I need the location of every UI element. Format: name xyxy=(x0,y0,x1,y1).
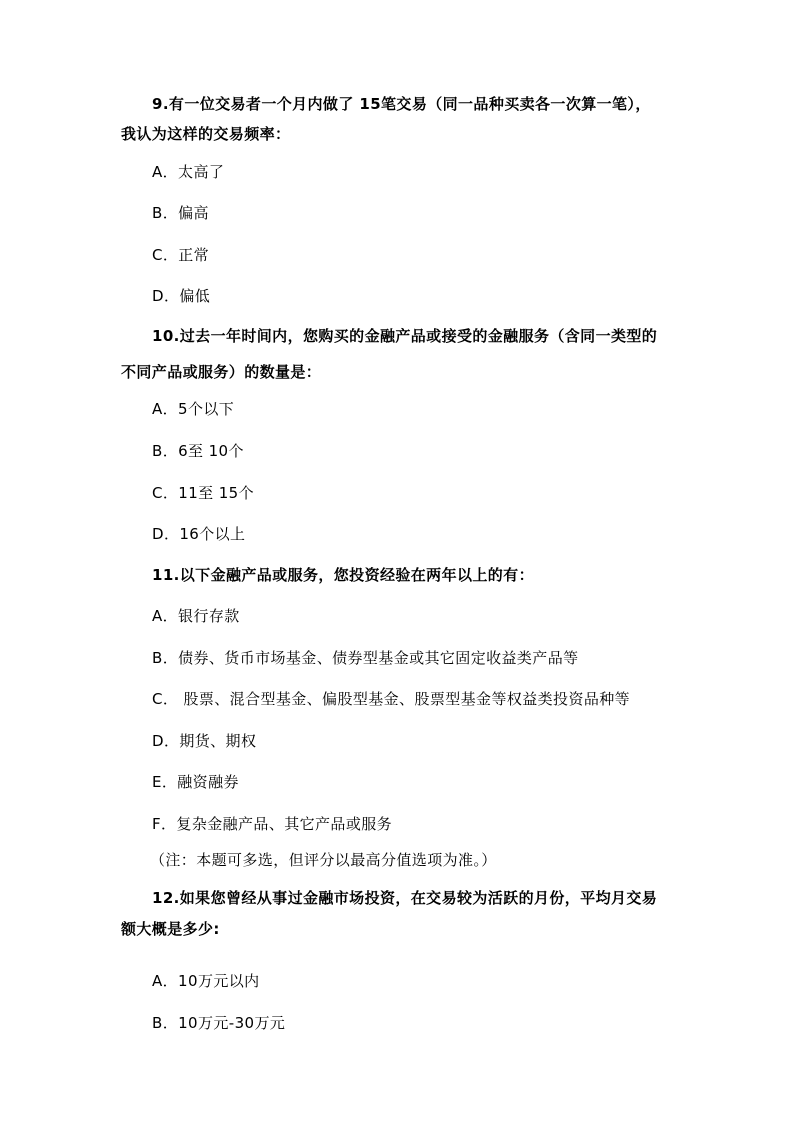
q11-option-b: B．债券、货币市场基金、债券型基金或其它固定收益类产品等 xyxy=(152,649,579,667)
q12-option-b: B．10万元-30万元 xyxy=(152,1014,286,1032)
q11-option-f: F．复杂金融产品、其它产品或服务 xyxy=(152,815,393,833)
q11-option-d: D．期货、期权 xyxy=(152,732,257,750)
q11-option-a: A．银行存款 xyxy=(152,607,240,625)
q11-note: （注：本题可多选，但评分以最高分值选项为准。） xyxy=(150,851,497,869)
q12-option-a: A．10万元以内 xyxy=(152,972,260,990)
q11-option-e: E．融资融券 xyxy=(152,773,239,791)
question-10-title: 10.过去一年时间内，您购买的金融产品或接受的金融服务（含同一类型的 xyxy=(152,327,658,345)
q9-option-c: C．正常 xyxy=(152,246,210,264)
q10-option-d: D．16个以上 xyxy=(152,525,246,543)
q10-option-c: C．11至 15个 xyxy=(152,484,255,502)
q11-option-c: C． 股票、混合型基金、偏股型基金、股票型基金等权益类投资品种等 xyxy=(152,690,631,708)
q10-option-b: B．6至 10个 xyxy=(152,442,244,460)
question-9-title: 9.有一位交易者一个月内做了 15笔交易（同一品种买卖各一次算一笔）， xyxy=(152,95,651,113)
question-11-title: 11.以下金融产品或服务，您投资经验在两年以上的有： xyxy=(152,566,534,584)
question-10-title-cont: 不同产品或服务）的数量是： xyxy=(121,363,322,381)
q9-option-a: A．太高了 xyxy=(152,163,225,181)
question-12-title-cont: 额大概是多少: xyxy=(121,920,220,938)
question-12-title: 12.如果您曾经从事过金融市场投资，在交易较为活跃的月份，平均月交易 xyxy=(152,889,658,907)
question-9-title-cont: 我认为这样的交易频率： xyxy=(121,125,291,143)
q9-option-b: B．偏高 xyxy=(152,204,209,222)
q9-option-d: D．偏低 xyxy=(152,287,211,305)
q10-option-a: A．5个以下 xyxy=(152,400,235,418)
